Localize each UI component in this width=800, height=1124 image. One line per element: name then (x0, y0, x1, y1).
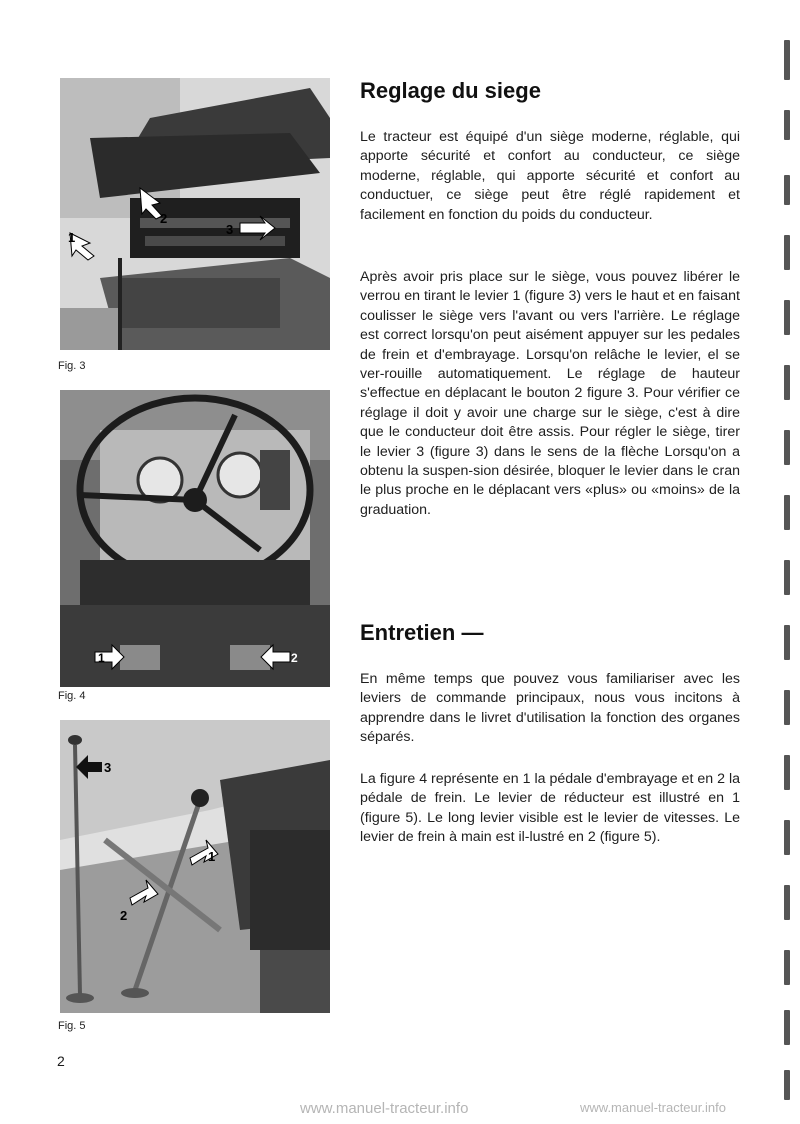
fig3-marker-2: 2 (160, 211, 168, 226)
watermark-right: www.manuel-tracteur.info (580, 1100, 726, 1115)
binding-mark (784, 235, 790, 270)
fig3-marker-1: 1 (68, 230, 76, 245)
binding-mark (784, 1070, 790, 1100)
figure-3-photo (60, 78, 330, 350)
maintenance-paragraph-2: La figure 4 représente en 1 la pédale d'embrayage et en 2 la pédale de frein. Le levier de réducteur est illustré en 1 (figure 5). Le long levier visible est le levier de vitesses. Le levier de frein à main est il-lustré en 2 (figure 5). (360, 771, 740, 846)
dashboard-photo-illustration (60, 390, 330, 687)
figure-5-caption: Fig. 5 (58, 1020, 86, 1032)
binding-mark (784, 1010, 790, 1045)
binding-mark (784, 40, 790, 80)
binding-mark (784, 495, 790, 530)
fig4-marker-2: 2 (291, 651, 298, 665)
fig3-marker-3: 3 (226, 222, 234, 237)
binding-mark (784, 365, 790, 400)
page-number: 2 (57, 1053, 65, 1069)
binding-mark (784, 430, 790, 465)
fig4-marker-1: 1 (98, 651, 105, 665)
section-title-maintenance: Entretien — (360, 620, 484, 645)
figure-4-photo (60, 390, 330, 687)
binding-mark (784, 820, 790, 855)
figure-5-photo (60, 720, 330, 1013)
binding-mark (784, 300, 790, 335)
figure-4-caption: Fig. 4 (58, 690, 86, 702)
seat-photo-illustration (60, 78, 330, 350)
binding-mark (784, 690, 790, 725)
binding-mark (784, 110, 790, 140)
binding-mark (784, 950, 790, 985)
watermark-left: www.manuel-tracteur.info (300, 1100, 469, 1117)
fig5-marker-2: 2 (120, 908, 128, 923)
fig5-marker-3: 3 (104, 760, 112, 775)
levers-photo-illustration (60, 720, 330, 1013)
fig5-marker-1: 1 (208, 849, 216, 864)
seat-paragraph-1: Le tracteur est équipé d'un siège moderne, réglable, qui apporte sécurité et confort au conducteur, ce siège moderne, réglable, qui apporte sécurité et confort au conductuer, ce siège peut être réglé rapidement et facilement en fonction du poids du conducteur. (360, 129, 740, 223)
binding-mark (784, 755, 790, 790)
binding-mark (784, 885, 790, 920)
figure-3-caption: Fig. 3 (58, 360, 86, 372)
binding-mark (784, 625, 790, 660)
maintenance-paragraph-1: En même temps que pouvez vous familiariser avec les leviers de commande principaux, nous vous incitons à apprendre dans le livret d'utilisation la fonction des organes séparés. (360, 671, 740, 746)
binding-mark (784, 175, 790, 205)
seat-paragraph-2: Après avoir pris place sur le siège, vous pouvez libérer le verrou en tirant le levier 1 (figure 3) vers le haut et en faisant coulisser le siège vers l'avant ou vers l'arrière. Le réglage est correct lorsqu'on peut aisément appuyer sur les pedales de frein et d'embrayage. Lorsqu'on relâche le levier, el se ver-rouille automatiquement. Le réglage de hauteur s'effectue en déplacant le bouton 2 figure 3. Pour vérifier ce réglage il doit y avoir une charge sur le siège, c'est à dire que le conducteur doit être assis. Pour régler le siège, tirer le levier 3 (figure 3) dans le sens de la flèche Lorsqu'on a obtenu la suspen-sion désirée, bloquer le levier dans le cran le plus proche en le déplacant vers «plus» ou «moins» de la graduation. (360, 269, 740, 518)
section-title-seat: Reglage du siege (360, 78, 541, 103)
binding-mark (784, 560, 790, 595)
